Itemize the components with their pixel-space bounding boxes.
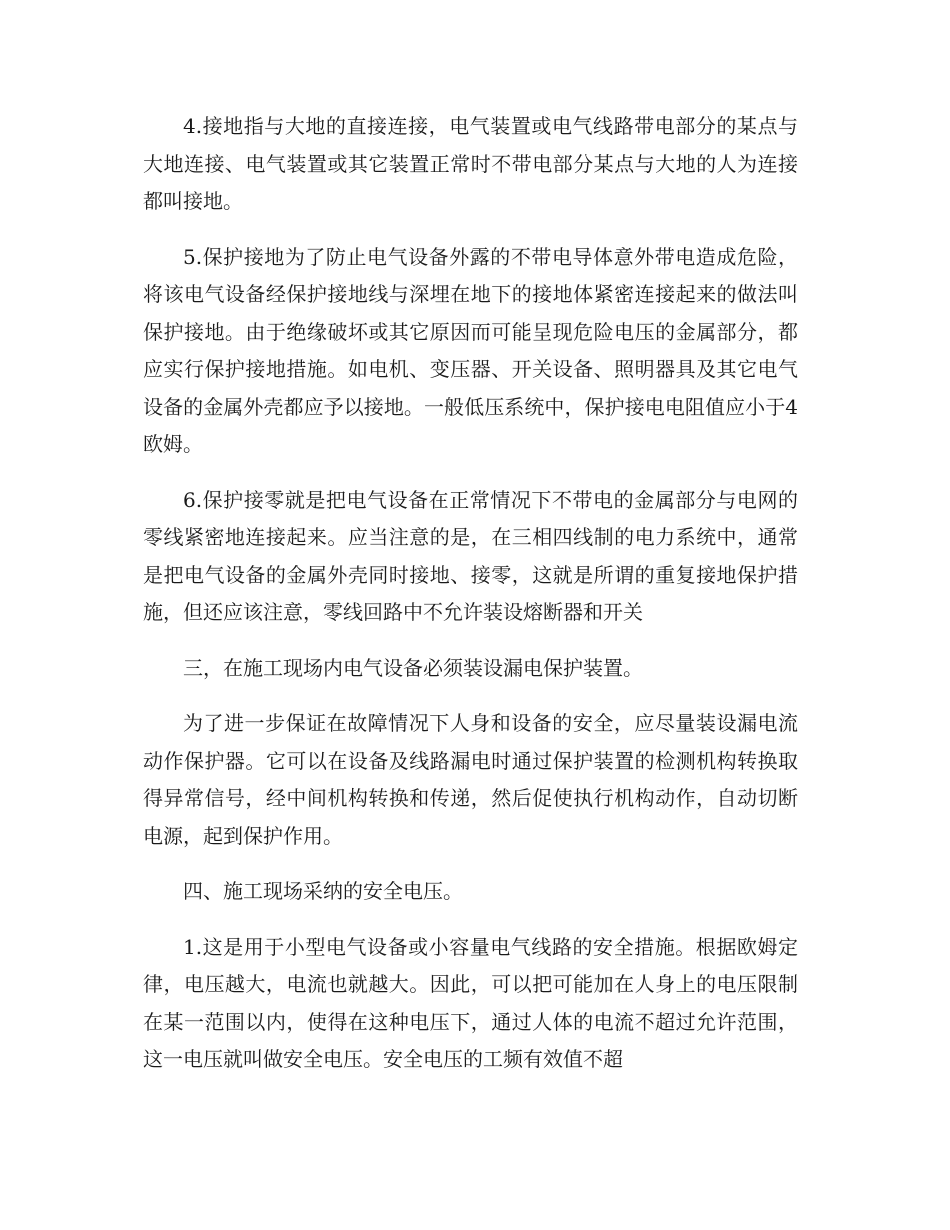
section-heading-leakage-protection: 三，在施工现场内电气设备必须装设漏电保护装置。 (183, 655, 643, 680)
document-body (143, 108, 798, 1097)
section-heading-safety-voltage: 四、施工现场采纳的安全电压。 (183, 879, 463, 903)
paragraph-protective-neutral: 6.保护接零就是把电气设备在正常情况下不带电的金属部分与电网的零线紧密地连接起来。应当注意的是，在三相四线制的电力系统中，通常是把电气设备的金属外壳同时接地、接零，这就是所谓的重复接地保护措施，但还应该注意，零线回路中不允许装设熔断器和开关 (143, 487, 798, 624)
paragraph-safety-voltage: 1.这是用于小型电气设备或小容量电气线路的安全措施。根据欧姆定律，电压越大，电流也就越大。因此，可以把可能加在人身上的电压限制在某一范围以内，使得在这种电压下，通过人体的电流不超过允许范围，这一电压就叫做安全电压。安全电压的工频有效值不超 (143, 934, 798, 1071)
paragraph-leakage-protector: 为了进一步保证在故障情况下人身和设备的安全，应尽量装设漏电流动作保护器。它可以在设备及线路漏电时通过保护装置的检测机构转换取得异常信号，经中间机构转换和传递，然后促使执行机构动作，自动切断电源，起到保护作用。 (143, 711, 798, 848)
paragraph-protective-grounding: 5.保护接地为了防止电气设备外露的不带电导体意外带电造成危险，将该电气设备经保护接地线与深埋在地下的接地体紧密连接起来的做法叫保护接地。由于绝缘破坏或其它原因而可能呈现危险电压的金属部分，都应实行保护接地措施。如电机、变压器、开关设备、照明器具及其它电气设备的金属外壳都应予以接地。一般低压系统中，保护接电电阻值应小于4欧姆。 (143, 244, 798, 456)
paragraph-grounding: 4.接地指与大地的直接连接，电气装置或电气线路带电部分的某点与大地连接、电气装置或其它装置正常时不带电部分某点与大地的人为连接都叫接地。 (143, 114, 798, 213)
